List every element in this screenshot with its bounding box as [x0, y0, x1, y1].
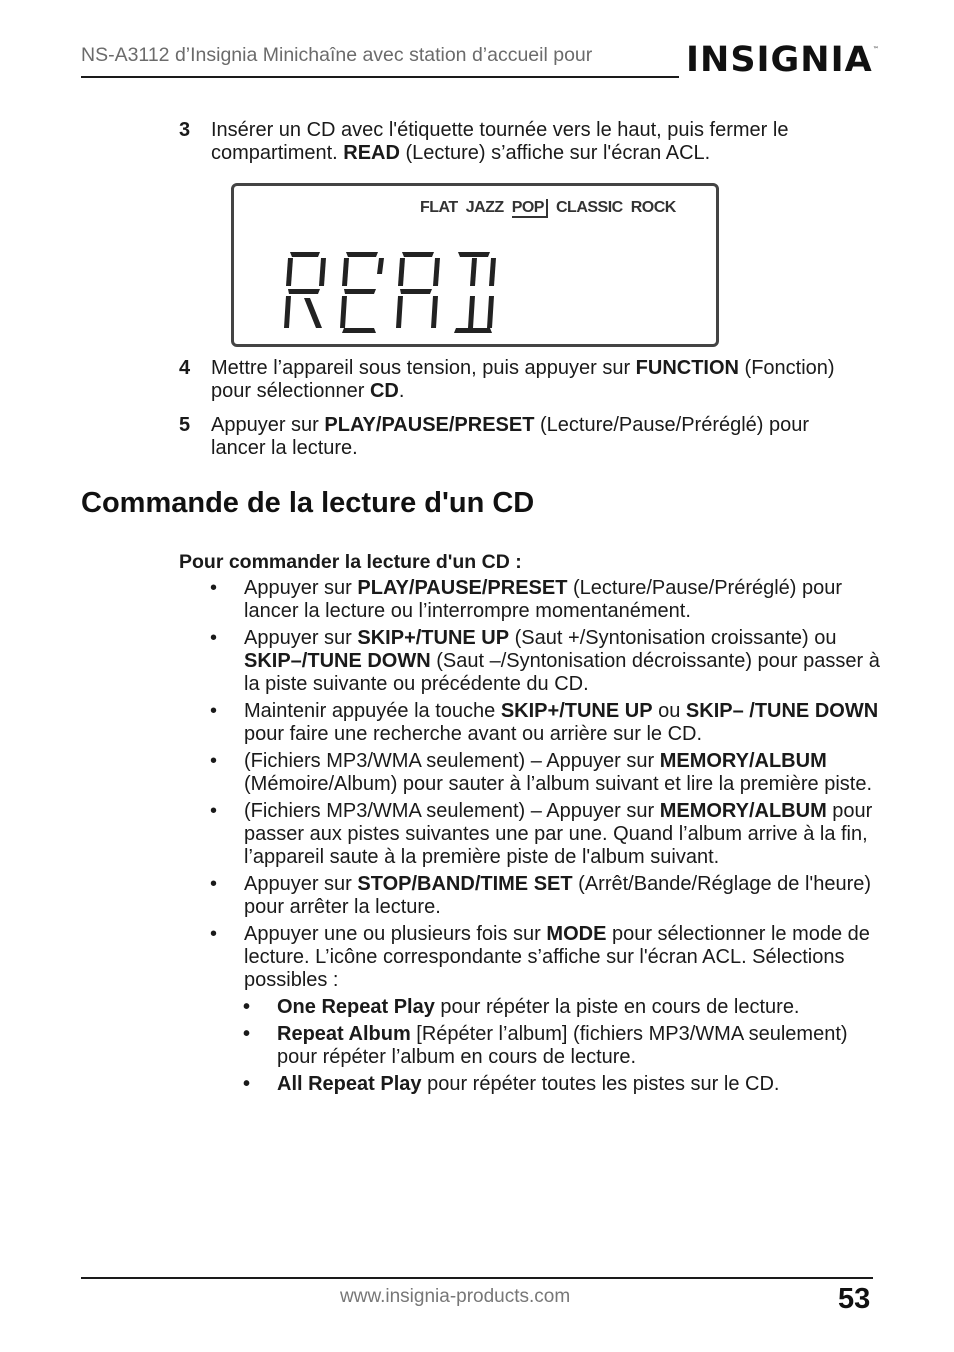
- step-number: 4: [179, 357, 191, 379]
- bullet-list: [210, 577, 880, 1100]
- header-rule: [81, 76, 679, 78]
- list-item: • Appuyer sur PLAY/PAUSE/PRESET (Lecture/Pause/Préréglé) pour lancer la lecture ou l’interrompre momentanément.: [210, 577, 843, 622]
- bullet-dot: •: [210, 627, 218, 649]
- sub-list-item: • All Repeat Play pour répéter toutes les pistes sur le CD.: [243, 1073, 780, 1095]
- eq-mode-rock: ROCK: [630, 199, 676, 216]
- eq-mode-pop-selected: POP: [512, 199, 548, 218]
- section-title: Commande de la lecture d'un CD: [81, 487, 535, 519]
- bullet-dot: •: [210, 750, 218, 772]
- insignia-logo: [686, 40, 880, 80]
- bullet-dot: •: [210, 577, 218, 599]
- list-item: • Maintenir appuyée la touche SKIP+/TUNE UP ou SKIP– /TUNE DOWN pour faire une recherche avant ou arrière sur le CD.: [210, 700, 879, 745]
- bullet-dot: •: [210, 700, 218, 722]
- list-item: • Appuyer une ou plusieurs fois sur MODE pour sélectionner le mode de lecture. L’icône correspondante s’affiche sur l'écran ACL. Sélections possibles :: [210, 923, 870, 991]
- step-number: 3: [179, 119, 191, 141]
- header-title: NS-A3112 d’Insignia Minichaîne avec station d’accueil pour: [81, 44, 593, 66]
- procedure-title: Pour commander la lecture d'un CD :: [179, 551, 522, 573]
- list-item: • (Fichiers MP3/WMA seulement) – Appuyer sur MEMORY/ALBUM pour passer aux pistes suivantes une par une. Quand l’album arrive à la fin, l’appareil saute à la première piste de l'album suivant.: [210, 800, 873, 868]
- lcd-eq-modes: [420, 199, 684, 217]
- list-item: • Appuyer sur SKIP+/TUNE UP (Saut +/Syntonisation croissante) ou SKIP–/TUNE DOWN (Saut –/Syntonisation décroissante) pour passer à la piste suivante ou précédente du CD.: [210, 627, 880, 695]
- step-text: Mettre l’appareil sous tension, puis appuyer sur FUNCTION (Fonction) pour sélectionner CD.: [211, 357, 835, 402]
- eq-mode-flat: FLAT: [420, 199, 458, 216]
- eq-mode-jazz: JAZZ: [465, 199, 504, 216]
- lcd-read-segments: [284, 248, 524, 338]
- bullet-dot: •: [210, 800, 218, 822]
- step-text: Appuyer sur PLAY/PAUSE/PRESET (Lecture/Pause/Préréglé) pour lancer la lecture.: [211, 414, 810, 459]
- sub-list-item: • Repeat Album [Répéter l’album] (fichiers MP3/WMA seulement) pour répéter l’album en cours de lecture.: [243, 1023, 848, 1068]
- footer-rule: [81, 1277, 873, 1279]
- bullet-dot: •: [243, 1023, 251, 1045]
- step-number: 5: [179, 414, 191, 436]
- sub-list-item: • One Repeat Play pour répéter la piste en cours de lecture.: [243, 996, 800, 1018]
- footer-url: www.insignia-products.com: [340, 1286, 571, 1307]
- step-text: Insérer un CD avec l'étiquette tournée vers le haut, puis fermer le compartiment. READ (Lecture) s’affiche sur l'écran ACL.: [211, 119, 789, 164]
- list-item: • Appuyer sur STOP/BAND/TIME SET (Arrêt/Bande/Réglage de l'heure) pour arrêter la lecture.: [210, 873, 872, 918]
- bullet-dot: •: [243, 996, 251, 1018]
- lcd-display-illustration: [231, 183, 719, 347]
- logo-text: INSIGNIA: [686, 40, 873, 80]
- page-number: 53: [838, 1283, 871, 1315]
- eq-mode-classic: CLASSIC: [555, 199, 623, 216]
- list-item: • (Fichiers MP3/WMA seulement) – Appuyer sur MEMORY/ALBUM (Mémoire/Album) pour sauter à l’album suivant et lire la première piste.: [210, 750, 873, 795]
- trademark-symbol: ™: [872, 46, 880, 53]
- bullet-dot: •: [210, 873, 218, 895]
- bullet-dot: •: [210, 923, 218, 945]
- bullet-dot: •: [243, 1073, 251, 1095]
